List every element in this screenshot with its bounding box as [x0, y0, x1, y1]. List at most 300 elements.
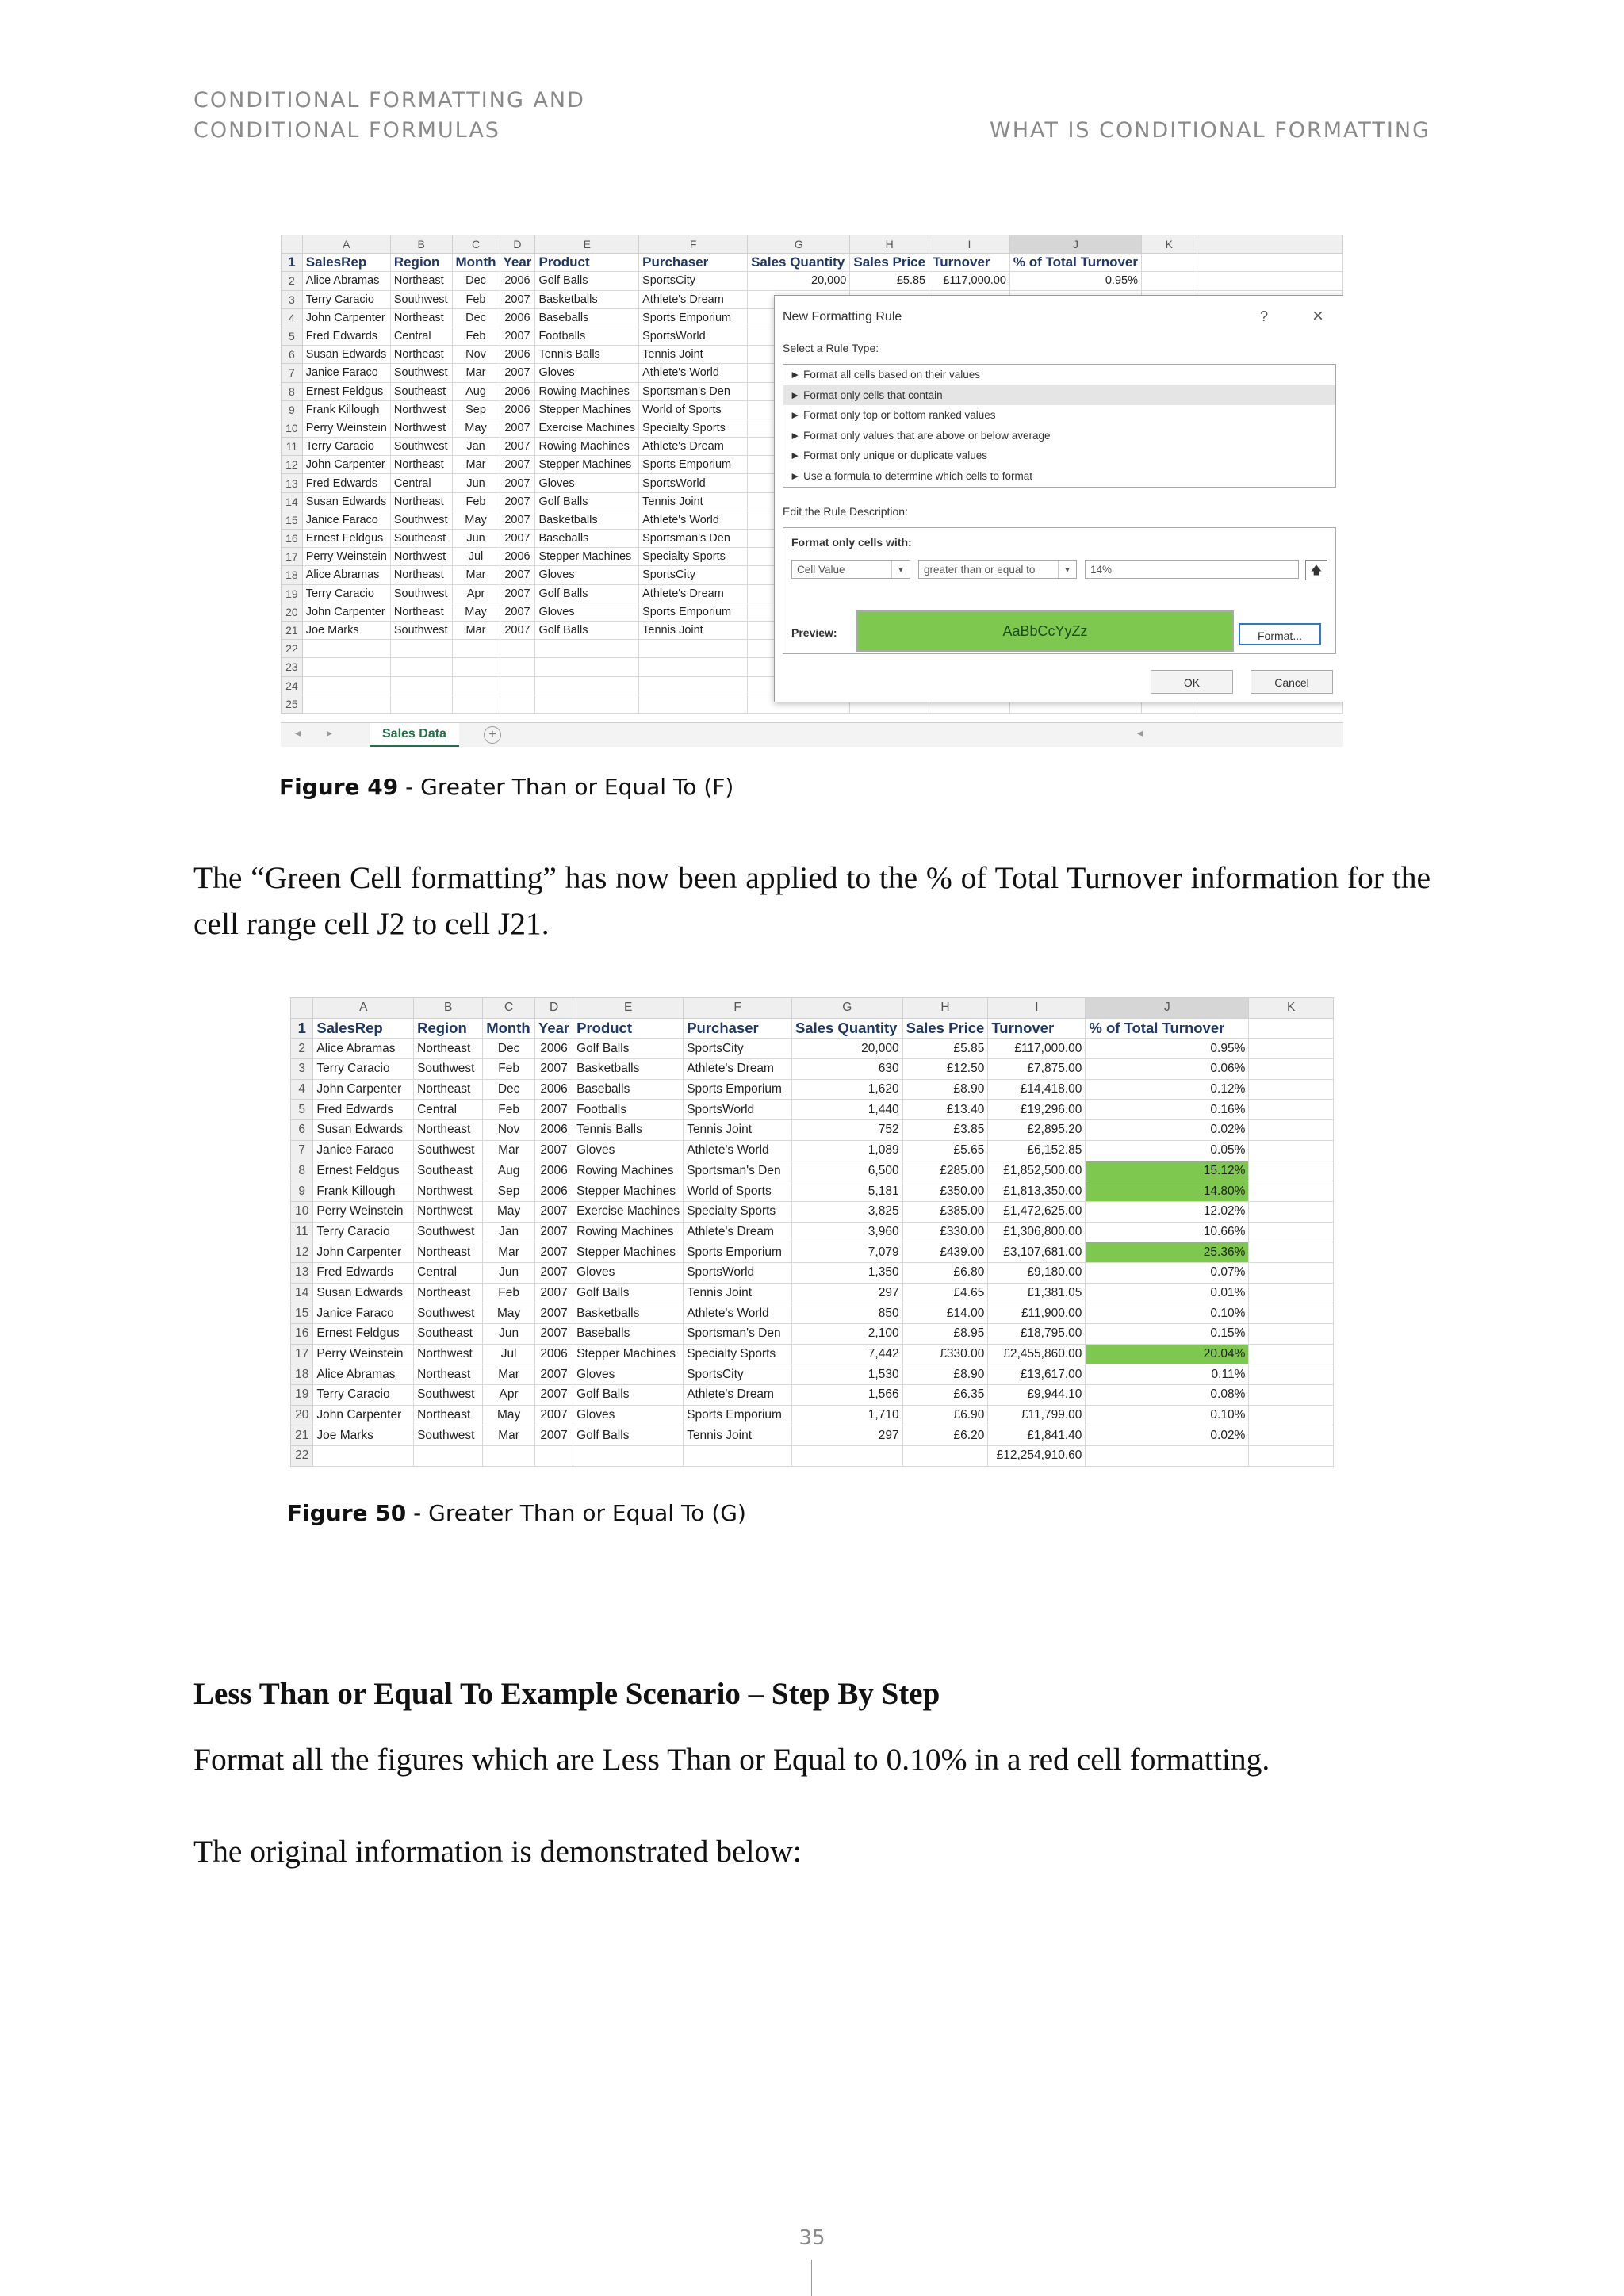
cell[interactable]: £2,895.20	[988, 1120, 1086, 1141]
row-number[interactable]: 21	[291, 1425, 313, 1446]
cell[interactable]: Rowing Machines	[573, 1222, 684, 1242]
rule-type-list[interactable]	[783, 364, 1336, 488]
cell[interactable]: 20.04%	[1086, 1344, 1249, 1364]
cell[interactable]: 2007	[500, 621, 535, 639]
cell[interactable]: 0.95%	[1009, 272, 1141, 290]
cell[interactable]	[1249, 1364, 1334, 1385]
cell[interactable]: £1,306,800.00	[988, 1222, 1086, 1242]
cell[interactable]: Terry Caracio	[313, 1222, 414, 1242]
cell[interactable]: 1,440	[791, 1100, 902, 1120]
cell[interactable]	[902, 1446, 988, 1467]
cell[interactable]: Basketballs	[535, 511, 639, 529]
cell[interactable]: Ernest Feldgus	[313, 1324, 414, 1345]
cell[interactable]: £3.85	[902, 1120, 988, 1141]
cell[interactable]	[1249, 1385, 1334, 1406]
cell[interactable]: 1,710	[791, 1405, 902, 1425]
rule-type-item[interactable]: ► Format all cells based on their values	[790, 369, 980, 381]
cell[interactable]: Northwest	[390, 400, 452, 419]
cell[interactable]: 2006	[500, 346, 535, 364]
cell[interactable]: May	[483, 1405, 535, 1425]
cell[interactable]: Mar	[452, 621, 500, 639]
cell[interactable]: Southeast	[414, 1324, 483, 1345]
row-number[interactable]: 10	[291, 1201, 313, 1222]
cell[interactable]: Southwest	[414, 1385, 483, 1406]
cell[interactable]: John Carpenter	[313, 1405, 414, 1425]
cell[interactable]: £385.00	[902, 1201, 988, 1222]
cell[interactable]: Mar	[452, 456, 500, 474]
cell[interactable]: £3,107,681.00	[988, 1242, 1086, 1263]
cell[interactable]	[1249, 1446, 1334, 1467]
cell[interactable]: Jun	[483, 1262, 535, 1283]
row-number[interactable]: 11	[291, 1222, 313, 1242]
cell[interactable]: Southeast	[390, 530, 452, 548]
column-header[interactable]: A	[302, 235, 390, 254]
cell[interactable]: World of Sports	[684, 1181, 792, 1202]
sheet-tab-sales-data[interactable]: Sales Data	[370, 723, 459, 747]
column-header[interactable]: J	[1086, 998, 1249, 1019]
cell[interactable]: £1,852,500.00	[988, 1161, 1086, 1181]
row-number[interactable]: 14	[282, 492, 303, 511]
rule-type-item[interactable]: ► Format only top or bottom ranked values	[790, 409, 996, 421]
cell[interactable]: 2007	[535, 1324, 573, 1345]
row-number[interactable]: 13	[291, 1262, 313, 1283]
cell[interactable]: Stepper Machines	[573, 1344, 684, 1364]
row-number[interactable]: 8	[282, 382, 303, 400]
cell[interactable]: 2007	[500, 511, 535, 529]
cell[interactable]: Alice Abramas	[302, 566, 390, 584]
cell[interactable]: Susan Edwards	[302, 346, 390, 364]
column-header[interactable]: G	[748, 235, 850, 254]
cell[interactable]	[639, 695, 748, 713]
header-cell[interactable]: Month	[452, 254, 500, 272]
cell[interactable]: 0.16%	[1086, 1100, 1249, 1120]
cell[interactable]: £285.00	[902, 1161, 988, 1181]
cell[interactable]: Northeast	[414, 1039, 483, 1059]
cell[interactable]	[1249, 1262, 1334, 1283]
cell[interactable]: Frank Killough	[302, 400, 390, 419]
column-header[interactable]	[1197, 235, 1342, 254]
cell[interactable]: Mar	[483, 1425, 535, 1446]
column-header[interactable]: C	[483, 998, 535, 1019]
cell[interactable]: Specialty Sports	[684, 1344, 792, 1364]
cell[interactable]	[1197, 272, 1342, 290]
cell[interactable]: 2007	[535, 1405, 573, 1425]
cell[interactable]: Footballs	[535, 327, 639, 345]
cell[interactable]: Northwest	[390, 548, 452, 566]
cell[interactable]: 15.12%	[1086, 1161, 1249, 1181]
cell[interactable]: SportsCity	[684, 1364, 792, 1385]
row-number[interactable]: 21	[282, 621, 303, 639]
cell[interactable]: £14.00	[902, 1303, 988, 1324]
cell[interactable]: Central	[390, 327, 452, 345]
cell[interactable]: 297	[791, 1425, 902, 1446]
row-number[interactable]: 5	[282, 327, 303, 345]
cell[interactable]: Sportsman's Den	[684, 1324, 792, 1345]
cell[interactable]: 1,530	[791, 1364, 902, 1385]
cell[interactable]	[483, 1446, 535, 1467]
cell[interactable]: Sports Emporium	[639, 603, 748, 621]
cell[interactable]	[414, 1446, 483, 1467]
cell[interactable]	[452, 695, 500, 713]
cell[interactable]: 2006	[535, 1344, 573, 1364]
cell[interactable]: 2007	[535, 1059, 573, 1080]
cell[interactable]: Perry Weinstein	[302, 548, 390, 566]
cell[interactable]	[313, 1446, 414, 1467]
cell[interactable]: 0.15%	[1086, 1324, 1249, 1345]
cell[interactable]: Gloves	[535, 566, 639, 584]
cell[interactable]: Sportsman's Den	[639, 530, 748, 548]
row-number[interactable]: 1	[291, 1018, 313, 1039]
cell[interactable]: John Carpenter	[302, 456, 390, 474]
cell[interactable]: 1,350	[791, 1262, 902, 1283]
row-number[interactable]: 24	[282, 676, 303, 695]
cell[interactable]: £19,296.00	[988, 1100, 1086, 1120]
header-cell[interactable]: Product	[535, 254, 639, 272]
cell[interactable]: Tennis Joint	[684, 1120, 792, 1141]
cell[interactable]: Frank Killough	[313, 1181, 414, 1202]
cell[interactable]: Basketballs	[535, 290, 639, 308]
cell[interactable]: Specialty Sports	[684, 1201, 792, 1222]
cell[interactable]: 2006	[535, 1120, 573, 1141]
cell[interactable]: 2006	[535, 1079, 573, 1100]
cell[interactable]: Sep	[452, 400, 500, 419]
cell[interactable]: 2006	[500, 272, 535, 290]
cell[interactable]: £11,799.00	[988, 1405, 1086, 1425]
cell[interactable]: Aug	[452, 382, 500, 400]
rule-type-item[interactable]: ► Format only cells that contain	[783, 385, 1335, 406]
cell[interactable]: John Carpenter	[313, 1079, 414, 1100]
cell[interactable]: Feb	[452, 492, 500, 511]
cell[interactable]: 2006	[500, 548, 535, 566]
row-number[interactable]: 19	[282, 584, 303, 603]
cell[interactable]: Baseballs	[573, 1079, 684, 1100]
cell[interactable]: 752	[791, 1120, 902, 1141]
cell[interactable]: £330.00	[902, 1344, 988, 1364]
cell[interactable]: Perry Weinstein	[313, 1201, 414, 1222]
cell[interactable]: £1,841.40	[988, 1425, 1086, 1446]
header-cell[interactable]	[1197, 254, 1342, 272]
cell[interactable]	[1249, 1181, 1334, 1202]
cell[interactable]	[500, 676, 535, 695]
ok-button[interactable]: OK	[1151, 670, 1233, 694]
cell[interactable]: Feb	[483, 1100, 535, 1120]
cell[interactable]: Dec	[452, 272, 500, 290]
cell[interactable]: Perry Weinstein	[302, 419, 390, 437]
cell[interactable]: 2007	[500, 566, 535, 584]
cell[interactable]: 0.07%	[1086, 1262, 1249, 1283]
cell[interactable]: 7,079	[791, 1242, 902, 1263]
cell[interactable]: John Carpenter	[313, 1242, 414, 1263]
cell[interactable]: Southwest	[414, 1303, 483, 1324]
cell[interactable]: Northwest	[414, 1181, 483, 1202]
cell[interactable]: Sports Emporium	[639, 308, 748, 327]
cell[interactable]: Tennis Joint	[639, 346, 748, 364]
cell[interactable]: 2007	[535, 1242, 573, 1263]
row-number[interactable]: 2	[291, 1039, 313, 1059]
cell[interactable]: May	[483, 1303, 535, 1324]
cell[interactable]: Athlete's Dream	[639, 584, 748, 603]
cell[interactable]: 2007	[500, 364, 535, 382]
cell[interactable]	[1249, 1100, 1334, 1120]
cell[interactable]: Joe Marks	[302, 621, 390, 639]
cell[interactable]: Northeast	[390, 603, 452, 621]
cell[interactable]: Athlete's World	[684, 1303, 792, 1324]
column-header[interactable]: G	[791, 998, 902, 1019]
header-cell[interactable]: SalesRep	[313, 1018, 414, 1039]
cell[interactable]: £117,000.00	[988, 1039, 1086, 1059]
cell[interactable]: £1,472,625.00	[988, 1201, 1086, 1222]
cell[interactable]	[535, 676, 639, 695]
row-number[interactable]: 25	[282, 695, 303, 713]
cell[interactable]: 2007	[500, 584, 535, 603]
cell[interactable]	[1249, 1161, 1334, 1181]
row-number[interactable]: 1	[282, 254, 303, 272]
column-header[interactable]: B	[390, 235, 452, 254]
cell[interactable]	[791, 1446, 902, 1467]
rule-type-item[interactable]: ► Format only unique or duplicate values	[790, 450, 987, 461]
header-cell[interactable]: Year	[500, 254, 535, 272]
cell[interactable]: 2006	[500, 400, 535, 419]
cell[interactable]: Nov	[483, 1120, 535, 1141]
header-cell[interactable]: Purchaser	[639, 254, 748, 272]
cell[interactable]: Golf Balls	[535, 584, 639, 603]
row-number[interactable]: 11	[282, 438, 303, 456]
row-number[interactable]: 6	[282, 346, 303, 364]
cell[interactable]: May	[452, 419, 500, 437]
cell[interactable]	[1249, 1079, 1334, 1100]
cell[interactable]: 2007	[500, 327, 535, 345]
cell[interactable]	[639, 640, 748, 658]
row-number[interactable]: 16	[291, 1324, 313, 1345]
cell[interactable]: SportsWorld	[639, 474, 748, 492]
total-turnover-cell[interactable]: £12,254,910.60	[988, 1446, 1086, 1467]
cell[interactable]: Apr	[483, 1385, 535, 1406]
cell[interactable]	[1249, 1344, 1334, 1364]
cell[interactable]: Jun	[483, 1324, 535, 1345]
cell[interactable]: Central	[414, 1262, 483, 1283]
cell[interactable]: £8.90	[902, 1079, 988, 1100]
column-header[interactable]: C	[452, 235, 500, 254]
tab-scroll-right-icon[interactable]: ▸	[327, 726, 333, 739]
cell[interactable]: £439.00	[902, 1242, 988, 1263]
cell[interactable]	[302, 658, 390, 676]
cell[interactable]: 25.36%	[1086, 1242, 1249, 1263]
cell[interactable]: 2006	[535, 1039, 573, 1059]
hscroll-left-icon[interactable]: ◂	[1137, 726, 1143, 739]
cell[interactable]: Stepper Machines	[535, 400, 639, 419]
row-number[interactable]: 15	[282, 511, 303, 529]
cell[interactable]: Northeast	[414, 1079, 483, 1100]
row-number[interactable]: 3	[291, 1059, 313, 1080]
cell[interactable]: Janice Faraco	[302, 511, 390, 529]
cell[interactable]: Feb	[452, 327, 500, 345]
cell[interactable]: £6,152.85	[988, 1140, 1086, 1161]
cell[interactable]: Exercise Machines	[535, 419, 639, 437]
cell[interactable]: 2007	[500, 290, 535, 308]
cell[interactable]: £7,875.00	[988, 1059, 1086, 1080]
cell[interactable]: Perry Weinstein	[313, 1344, 414, 1364]
row-number[interactable]: 22	[291, 1446, 313, 1467]
cell[interactable]: Golf Balls	[535, 272, 639, 290]
cell[interactable]: Tennis Joint	[639, 621, 748, 639]
cell[interactable]: £12.50	[902, 1059, 988, 1080]
format-button[interactable]: Format...	[1239, 623, 1321, 645]
column-header[interactable]: J	[1009, 235, 1141, 254]
cell[interactable]: 2007	[500, 492, 535, 511]
cell[interactable]: Terry Caracio	[313, 1385, 414, 1406]
cell[interactable]: Central	[390, 474, 452, 492]
cell[interactable]: Athlete's Dream	[684, 1385, 792, 1406]
cell[interactable]	[1249, 1059, 1334, 1080]
cell[interactable]: £9,944.10	[988, 1385, 1086, 1406]
cell[interactable]	[1249, 1222, 1334, 1242]
cell[interactable]: Southwest	[390, 511, 452, 529]
cell[interactable]: Apr	[452, 584, 500, 603]
cell[interactable]: Athlete's World	[684, 1140, 792, 1161]
cell[interactable]: Tennis Joint	[639, 492, 748, 511]
row-number[interactable]: 22	[282, 640, 303, 658]
row-number[interactable]: 7	[282, 364, 303, 382]
cell[interactable]: 2007	[535, 1262, 573, 1283]
cell[interactable]: 5,181	[791, 1181, 902, 1202]
cell[interactable]: Gloves	[573, 1405, 684, 1425]
cell[interactable]	[302, 640, 390, 658]
header-cell[interactable]: Sales Quantity	[748, 254, 850, 272]
cell[interactable]: Sports Emporium	[684, 1242, 792, 1263]
column-header[interactable]: F	[639, 235, 748, 254]
header-cell[interactable]: Sales Price	[850, 254, 929, 272]
cell[interactable]: 297	[791, 1283, 902, 1303]
cell[interactable]	[535, 695, 639, 713]
cell[interactable]: 2006	[500, 308, 535, 327]
column-header[interactable]: E	[573, 998, 684, 1019]
column-header[interactable]: K	[1249, 998, 1334, 1019]
row-number[interactable]: 18	[291, 1364, 313, 1385]
cell[interactable]: £2,455,860.00	[988, 1344, 1086, 1364]
cell[interactable]	[390, 640, 452, 658]
cell[interactable]: SportsWorld	[684, 1262, 792, 1283]
cell[interactable]: 2007	[500, 419, 535, 437]
cell[interactable]: £18,795.00	[988, 1324, 1086, 1345]
cell[interactable]: £6.80	[902, 1262, 988, 1283]
cell[interactable]: Jan	[483, 1222, 535, 1242]
cell[interactable]: Southwest	[414, 1059, 483, 1080]
cell[interactable]: Ernest Feldgus	[302, 382, 390, 400]
add-sheet-icon[interactable]: +	[484, 726, 501, 744]
cell[interactable]: World of Sports	[639, 400, 748, 419]
select-all-corner[interactable]	[282, 235, 303, 254]
cell[interactable]: Northeast	[390, 272, 452, 290]
cell[interactable]: Northeast	[414, 1364, 483, 1385]
cell[interactable]: Dec	[452, 308, 500, 327]
cell[interactable]: 2007	[535, 1201, 573, 1222]
row-number[interactable]: 4	[291, 1079, 313, 1100]
cell[interactable]: Central	[414, 1100, 483, 1120]
row-number[interactable]: 10	[282, 419, 303, 437]
cell[interactable]: 2007	[500, 603, 535, 621]
cell[interactable]	[535, 1446, 573, 1467]
row-number[interactable]: 20	[282, 603, 303, 621]
cell[interactable]: May	[452, 511, 500, 529]
column-header[interactable]: I	[929, 235, 1010, 254]
rule-value-input[interactable]: 14%	[1085, 560, 1299, 579]
cell[interactable]: 2007	[535, 1283, 573, 1303]
cell[interactable]	[639, 676, 748, 695]
cell[interactable]: Susan Edwards	[302, 492, 390, 511]
range-selector-icon[interactable]: 🡅	[1305, 560, 1327, 580]
cell[interactable]	[535, 640, 639, 658]
cell[interactable]: Gloves	[573, 1262, 684, 1283]
column-header[interactable]: D	[535, 998, 573, 1019]
cell[interactable]	[1249, 1303, 1334, 1324]
cell[interactable]: £5.85	[902, 1039, 988, 1059]
cell[interactable]: £4.65	[902, 1283, 988, 1303]
cell[interactable]: 1,089	[791, 1140, 902, 1161]
cell[interactable]: Southwest	[414, 1425, 483, 1446]
cell[interactable]: 2007	[535, 1385, 573, 1406]
cell[interactable]: Nov	[452, 346, 500, 364]
cell[interactable]	[302, 676, 390, 695]
header-cell[interactable]: % of Total Turnover	[1009, 254, 1141, 272]
cell[interactable]: Southwest	[390, 364, 452, 382]
cell[interactable]: Terry Caracio	[313, 1059, 414, 1080]
cell[interactable]	[1249, 1324, 1334, 1345]
cell[interactable]: £6.20	[902, 1425, 988, 1446]
rule-type-item[interactable]: ► Use a formula to determine which cells to format	[790, 469, 1032, 482]
header-cell[interactable]: Month	[483, 1018, 535, 1039]
cell[interactable]: 2007	[535, 1425, 573, 1446]
cell[interactable]: Janice Faraco	[313, 1303, 414, 1324]
header-cell[interactable]: Region	[390, 254, 452, 272]
cell[interactable]: Mar	[483, 1364, 535, 1385]
tab-scroll-left-icon[interactable]: ◂	[295, 726, 301, 739]
cell[interactable]: Mar	[483, 1242, 535, 1263]
cell[interactable]: 0.10%	[1086, 1405, 1249, 1425]
cell[interactable]: May	[452, 603, 500, 621]
cell[interactable]: 2007	[535, 1303, 573, 1324]
cell[interactable]: Sportsman's Den	[639, 382, 748, 400]
header-cell[interactable]	[1249, 1018, 1334, 1039]
row-number[interactable]: 6	[291, 1120, 313, 1141]
cell[interactable]: Ernest Feldgus	[302, 530, 390, 548]
cell[interactable]: Northeast	[414, 1283, 483, 1303]
cell[interactable]: £13,617.00	[988, 1364, 1086, 1385]
cell[interactable]: Baseballs	[535, 530, 639, 548]
cell[interactable]: Northeast	[414, 1405, 483, 1425]
cell[interactable]: Fred Edwards	[313, 1100, 414, 1120]
cell[interactable]: Athlete's World	[639, 511, 748, 529]
header-cell[interactable]: Purchaser	[684, 1018, 792, 1039]
cell[interactable]: Mar	[483, 1140, 535, 1161]
header-cell[interactable]: % of Total Turnover	[1086, 1018, 1249, 1039]
column-header[interactable]: E	[535, 235, 639, 254]
cell[interactable]	[1249, 1120, 1334, 1141]
cell[interactable]: Baseballs	[535, 308, 639, 327]
cell[interactable]: Fred Edwards	[302, 474, 390, 492]
row-number[interactable]: 23	[282, 658, 303, 676]
cell[interactable]: Mar	[452, 364, 500, 382]
header-cell[interactable]: Turnover	[988, 1018, 1086, 1039]
cell[interactable]: £11,900.00	[988, 1303, 1086, 1324]
cell[interactable]: Feb	[483, 1059, 535, 1080]
cell[interactable]: 0.08%	[1086, 1385, 1249, 1406]
cell[interactable]: Jun	[452, 474, 500, 492]
cell[interactable]: Fred Edwards	[313, 1262, 414, 1283]
row-number[interactable]: 20	[291, 1405, 313, 1425]
cell[interactable]: £330.00	[902, 1222, 988, 1242]
operator-select[interactable]	[918, 560, 1077, 579]
cell[interactable]: 12.02%	[1086, 1201, 1249, 1222]
